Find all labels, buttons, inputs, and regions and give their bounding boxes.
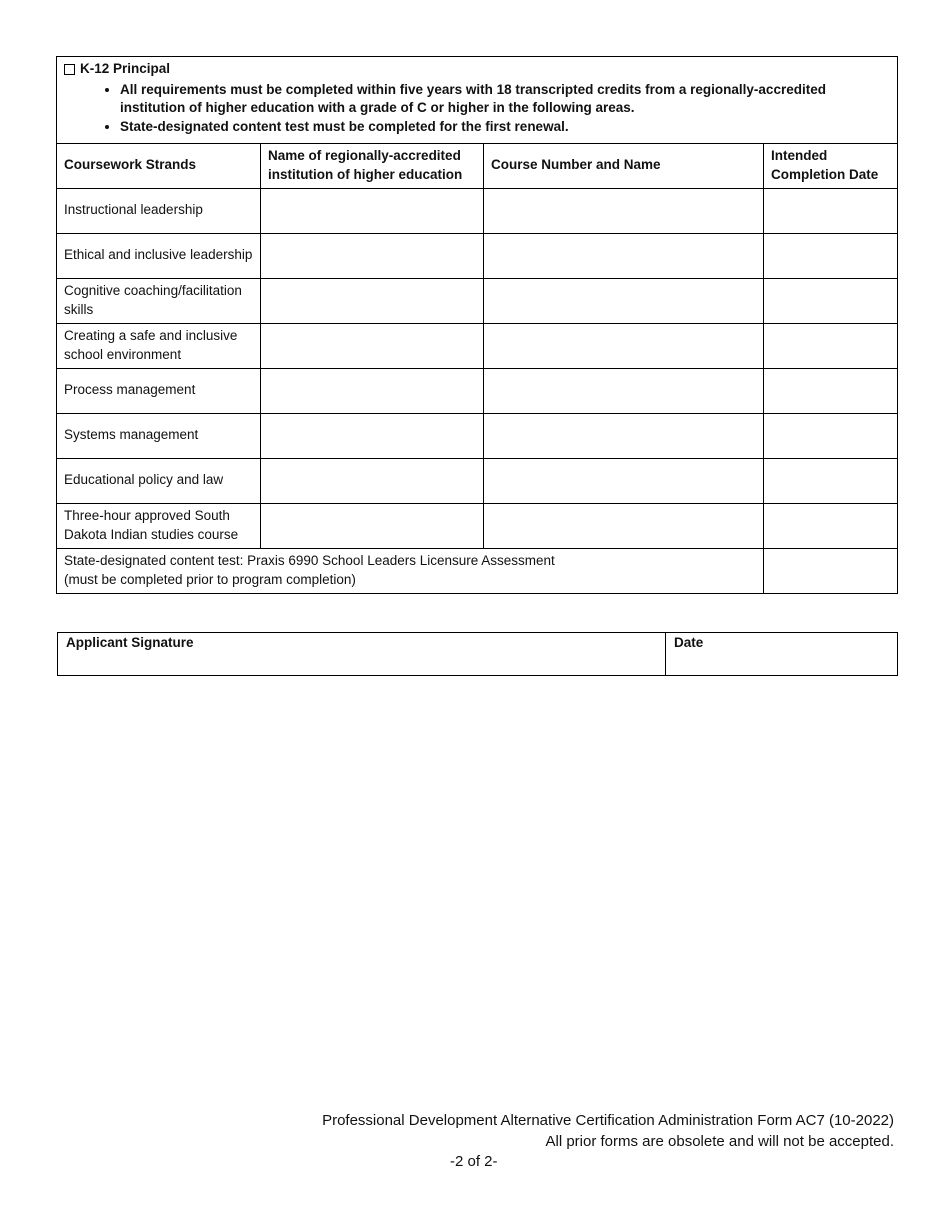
footer-notice: All prior forms are obsolete and will not be accepted. (545, 1132, 894, 1150)
strand-label: Instructional leadership (57, 188, 261, 233)
strand-label: Creating a safe and inclusive school environment (57, 323, 261, 368)
institution-field[interactable] (261, 233, 484, 278)
column-header-row (57, 143, 898, 188)
table-row (57, 188, 898, 233)
header-institution: Name of regionally-accredited institution of higher education (261, 143, 484, 188)
course-field[interactable] (484, 503, 764, 548)
institution-field[interactable] (261, 323, 484, 368)
header-coursework-strands: Coursework Strands (57, 143, 261, 188)
header-course-number-name: Course Number and Name (484, 143, 764, 188)
table-row (57, 503, 898, 548)
strand-label: Process management (57, 368, 261, 413)
table-row (57, 233, 898, 278)
signature-date-label: Date (674, 635, 704, 650)
applicant-signature-label: Applicant Signature (66, 635, 194, 650)
strand-label: Educational policy and law (57, 458, 261, 503)
course-field[interactable] (484, 188, 764, 233)
completion-date-field[interactable] (764, 503, 898, 548)
signature-date-field[interactable] (666, 633, 898, 676)
table-row (57, 458, 898, 503)
completion-date-field[interactable] (764, 323, 898, 368)
completion-date-field[interactable] (764, 458, 898, 503)
institution-field[interactable] (261, 413, 484, 458)
table-row (57, 413, 898, 458)
strand-label: Cognitive coaching/facilitation skills (57, 278, 261, 323)
content-test-row (57, 548, 898, 593)
footer (322, 1111, 894, 1152)
completion-date-field[interactable] (764, 278, 898, 323)
requirements-list (64, 81, 890, 137)
content-test-label (57, 548, 764, 593)
institution-field[interactable] (261, 188, 484, 233)
header-completion-date: Intended Completion Date (764, 143, 898, 188)
table-row (57, 368, 898, 413)
applicant-signature-field[interactable] (58, 633, 666, 676)
signature-row (58, 633, 898, 676)
course-field[interactable] (484, 233, 764, 278)
section-title: K-12 Principal (80, 61, 171, 76)
page-number: -2 of 2- (450, 1153, 498, 1170)
institution-field[interactable] (261, 503, 484, 548)
course-field[interactable] (484, 278, 764, 323)
content-test-date-field[interactable] (764, 548, 898, 593)
k12-principal-checkbox[interactable] (64, 64, 75, 75)
course-field[interactable] (484, 323, 764, 368)
institution-field[interactable] (261, 278, 484, 323)
strand-label: Systems management (57, 413, 261, 458)
completion-date-field[interactable] (764, 188, 898, 233)
course-field[interactable] (484, 458, 764, 503)
content-test-line-2: (must be completed prior to program completion) (64, 571, 356, 587)
strand-label: Three-hour approved South Dakota Indian studies course (57, 503, 261, 548)
completion-date-field[interactable] (764, 233, 898, 278)
signature-table (57, 632, 898, 676)
coursework-table (56, 56, 898, 594)
completion-date-field[interactable] (764, 368, 898, 413)
footer-form-name: Professional Development Alternative Certification Administration Form AC7 (10-2022) (322, 1112, 894, 1129)
content-test-line-1: State-designated content test: Praxis 6990 School Leaders Licensure Assessment (64, 552, 555, 568)
section-header (57, 57, 898, 144)
course-field[interactable] (484, 413, 764, 458)
requirement-item: • All requirements must be completed within five years with 18 transcripted credits from a regionally-accredited institution of higher education with a grade of C or higher in the following areas. (120, 81, 890, 118)
institution-field[interactable] (261, 368, 484, 413)
course-field[interactable] (484, 368, 764, 413)
table-row (57, 323, 898, 368)
requirement-item: • State-designated content test must be completed for the first renewal. (120, 118, 890, 137)
table-row (57, 278, 898, 323)
institution-field[interactable] (261, 458, 484, 503)
section-title-line (64, 60, 890, 79)
completion-date-field[interactable] (764, 413, 898, 458)
strand-label: Ethical and inclusive leadership (57, 233, 261, 278)
section-header-row (57, 57, 898, 144)
